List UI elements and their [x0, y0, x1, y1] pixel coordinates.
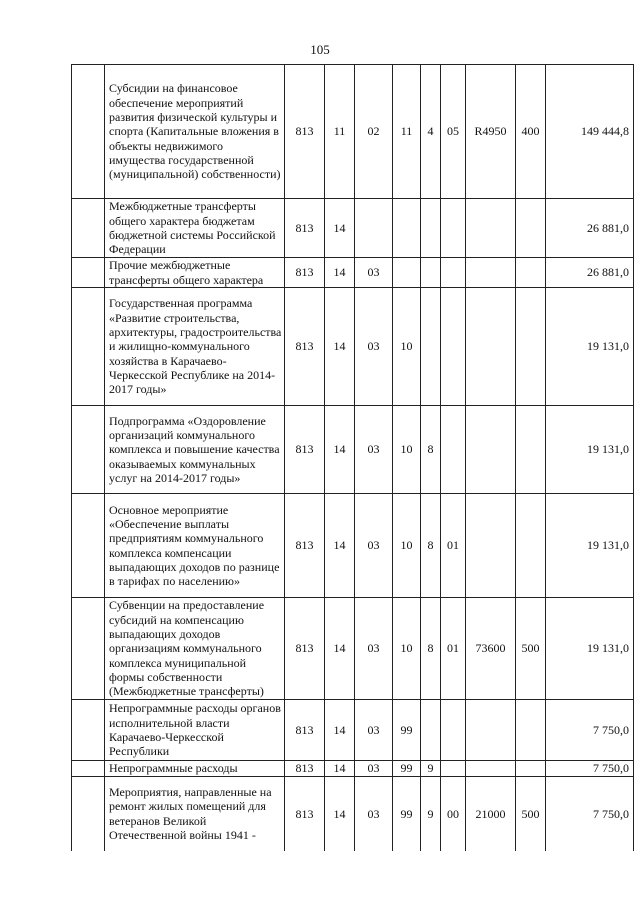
ministry-code-cell: 813 [285, 65, 325, 199]
subprogram-code-cell [421, 199, 441, 258]
subsection-code-cell: 03 [355, 777, 393, 851]
table-row [72, 761, 634, 777]
row-left-margin-cell [72, 258, 105, 288]
expense-type-cell [516, 494, 546, 598]
direction-code-cell [466, 761, 516, 777]
section-code-cell: 14 [325, 494, 355, 598]
ministry-code-cell: 813 [285, 598, 325, 700]
expense-type-cell [516, 406, 546, 494]
subsection-code-cell: 03 [355, 406, 393, 494]
section-code-cell: 14 [325, 258, 355, 288]
row-name-cell: Непрограммные расходы органов исполнительной власти Карачаево-Черкесской Республики [105, 700, 285, 761]
direction-code-cell: 21000 [466, 777, 516, 851]
row-name-cell: Подпрограмма «Оздоровление организаций коммунального комплекса и повышение качества оказываемых коммунальных услуг на 2014-2017 годы» [105, 406, 285, 494]
table-row [72, 288, 634, 406]
ministry-code-cell: 813 [285, 700, 325, 761]
subprogram-code-cell: 9 [421, 761, 441, 777]
direction-code-cell [466, 494, 516, 598]
event-code-cell: 01 [441, 598, 466, 700]
event-code-cell [441, 406, 466, 494]
row-name-cell: Основное мероприятие «Обеспечение выплаты предприятиям коммунального комплекса компенсации выпадающих доходов по разнице в тарифах по населению» [105, 494, 285, 598]
event-code-cell: 05 [441, 65, 466, 199]
table-row [72, 494, 634, 598]
row-left-margin-cell [72, 700, 105, 761]
row-name-cell: Субсидии на финансовое обеспечение мероприятий развития физической культуры и спорта (Капитальные вложения в объекты недвижимого имущества государственной (муниципальной) собственности) [105, 65, 285, 199]
direction-code-cell: 73600 [466, 598, 516, 700]
event-code-cell: 00 [441, 777, 466, 851]
table-row [72, 700, 634, 761]
event-code-cell [441, 199, 466, 258]
subprogram-code-cell: 9 [421, 777, 441, 851]
expense-type-cell: 400 [516, 65, 546, 199]
section-code-cell: 14 [325, 406, 355, 494]
table-row [72, 406, 634, 494]
row-name-cell: Непрограммные расходы [105, 761, 285, 777]
event-code-cell: 01 [441, 494, 466, 598]
subsection-code-cell: 03 [355, 761, 393, 777]
program-code-cell: 10 [393, 598, 421, 700]
direction-code-cell [466, 406, 516, 494]
event-code-cell [441, 288, 466, 406]
direction-code-cell [466, 700, 516, 761]
table-row [72, 65, 634, 199]
ministry-code-cell: 813 [285, 494, 325, 598]
program-code-cell [393, 199, 421, 258]
direction-code-cell [466, 258, 516, 288]
expense-type-cell [516, 761, 546, 777]
section-code-cell: 14 [325, 761, 355, 777]
program-code-cell: 99 [393, 700, 421, 761]
ministry-code-cell: 813 [285, 199, 325, 258]
expense-type-cell [516, 199, 546, 258]
program-code-cell: 99 [393, 777, 421, 851]
budget-table [71, 64, 634, 851]
amount-cell: 7 750,0 [546, 700, 634, 761]
subprogram-code-cell: 8 [421, 494, 441, 598]
table-row [72, 258, 634, 288]
program-code-cell [393, 258, 421, 288]
row-left-margin-cell [72, 199, 105, 258]
amount-cell: 19 131,0 [546, 288, 634, 406]
row-left-margin-cell [72, 406, 105, 494]
event-code-cell [441, 258, 466, 288]
program-code-cell: 99 [393, 761, 421, 777]
amount-cell: 149 444,8 [546, 65, 634, 199]
subsection-code-cell [355, 199, 393, 258]
ministry-code-cell: 813 [285, 406, 325, 494]
subsection-code-cell: 03 [355, 494, 393, 598]
row-name-cell: Межбюджетные трансферты общего характера бюджетам бюджетной системы Российской Федерации [105, 199, 285, 258]
row-name-cell: Субвенции на предоставление субсидий на компенсацию выпадающих доходов организациям коммунального комплекса муниципальной формы собственности (Межбюджетные трансферты) [105, 598, 285, 700]
expense-type-cell [516, 288, 546, 406]
direction-code-cell [466, 288, 516, 406]
subprogram-code-cell [421, 288, 441, 406]
amount-cell: 19 131,0 [546, 598, 634, 700]
row-left-margin-cell [72, 65, 105, 199]
subprogram-code-cell: 8 [421, 598, 441, 700]
direction-code-cell: R4950 [466, 65, 516, 199]
row-name-cell: Мероприятия, направленные на ремонт жилых помещений для ветеранов Великой Отечественной войны 1941 - [105, 777, 285, 851]
row-name-cell: Прочие межбюджетные трансферты общего характера [105, 258, 285, 288]
program-code-cell: 10 [393, 406, 421, 494]
row-name-cell: Государственная программа «Развитие строительства, архитектуры, градостроительства и жилищно-коммунального хозяйства в Карачаево-Черкесской Республике на 2014-2017 годы» [105, 288, 285, 406]
subsection-code-cell: 03 [355, 258, 393, 288]
subsection-code-cell: 03 [355, 700, 393, 761]
page-number: 105 [310, 42, 330, 57]
subprogram-code-cell: 4 [421, 65, 441, 199]
event-code-cell [441, 761, 466, 777]
expense-type-cell [516, 258, 546, 288]
program-code-cell: 10 [393, 288, 421, 406]
expense-type-cell: 500 [516, 777, 546, 851]
event-code-cell [441, 700, 466, 761]
subsection-code-cell: 03 [355, 598, 393, 700]
amount-cell: 26 881,0 [546, 199, 634, 258]
subprogram-code-cell: 8 [421, 406, 441, 494]
table-row [72, 199, 634, 258]
expense-type-cell: 500 [516, 598, 546, 700]
table-row [72, 598, 634, 700]
amount-cell: 7 750,0 [546, 777, 634, 851]
section-code-cell: 14 [325, 700, 355, 761]
subsection-code-cell: 02 [355, 65, 393, 199]
subprogram-code-cell [421, 700, 441, 761]
row-left-margin-cell [72, 777, 105, 851]
ministry-code-cell: 813 [285, 258, 325, 288]
section-code-cell: 14 [325, 199, 355, 258]
amount-cell: 19 131,0 [546, 406, 634, 494]
amount-cell: 19 131,0 [546, 494, 634, 598]
amount-cell: 26 881,0 [546, 258, 634, 288]
row-left-margin-cell [72, 494, 105, 598]
subsection-code-cell: 03 [355, 288, 393, 406]
subprogram-code-cell [421, 258, 441, 288]
section-code-cell: 14 [325, 288, 355, 406]
expense-type-cell [516, 700, 546, 761]
ministry-code-cell: 813 [285, 288, 325, 406]
section-code-cell: 14 [325, 598, 355, 700]
section-code-cell: 14 [325, 777, 355, 851]
row-left-margin-cell [72, 288, 105, 406]
row-left-margin-cell [72, 761, 105, 777]
section-code-cell: 11 [325, 65, 355, 199]
ministry-code-cell: 813 [285, 761, 325, 777]
table-row [72, 777, 634, 851]
row-left-margin-cell [72, 598, 105, 700]
program-code-cell: 10 [393, 494, 421, 598]
amount-cell: 7 750,0 [546, 761, 634, 777]
direction-code-cell [466, 199, 516, 258]
ministry-code-cell: 813 [285, 777, 325, 851]
program-code-cell: 11 [393, 65, 421, 199]
